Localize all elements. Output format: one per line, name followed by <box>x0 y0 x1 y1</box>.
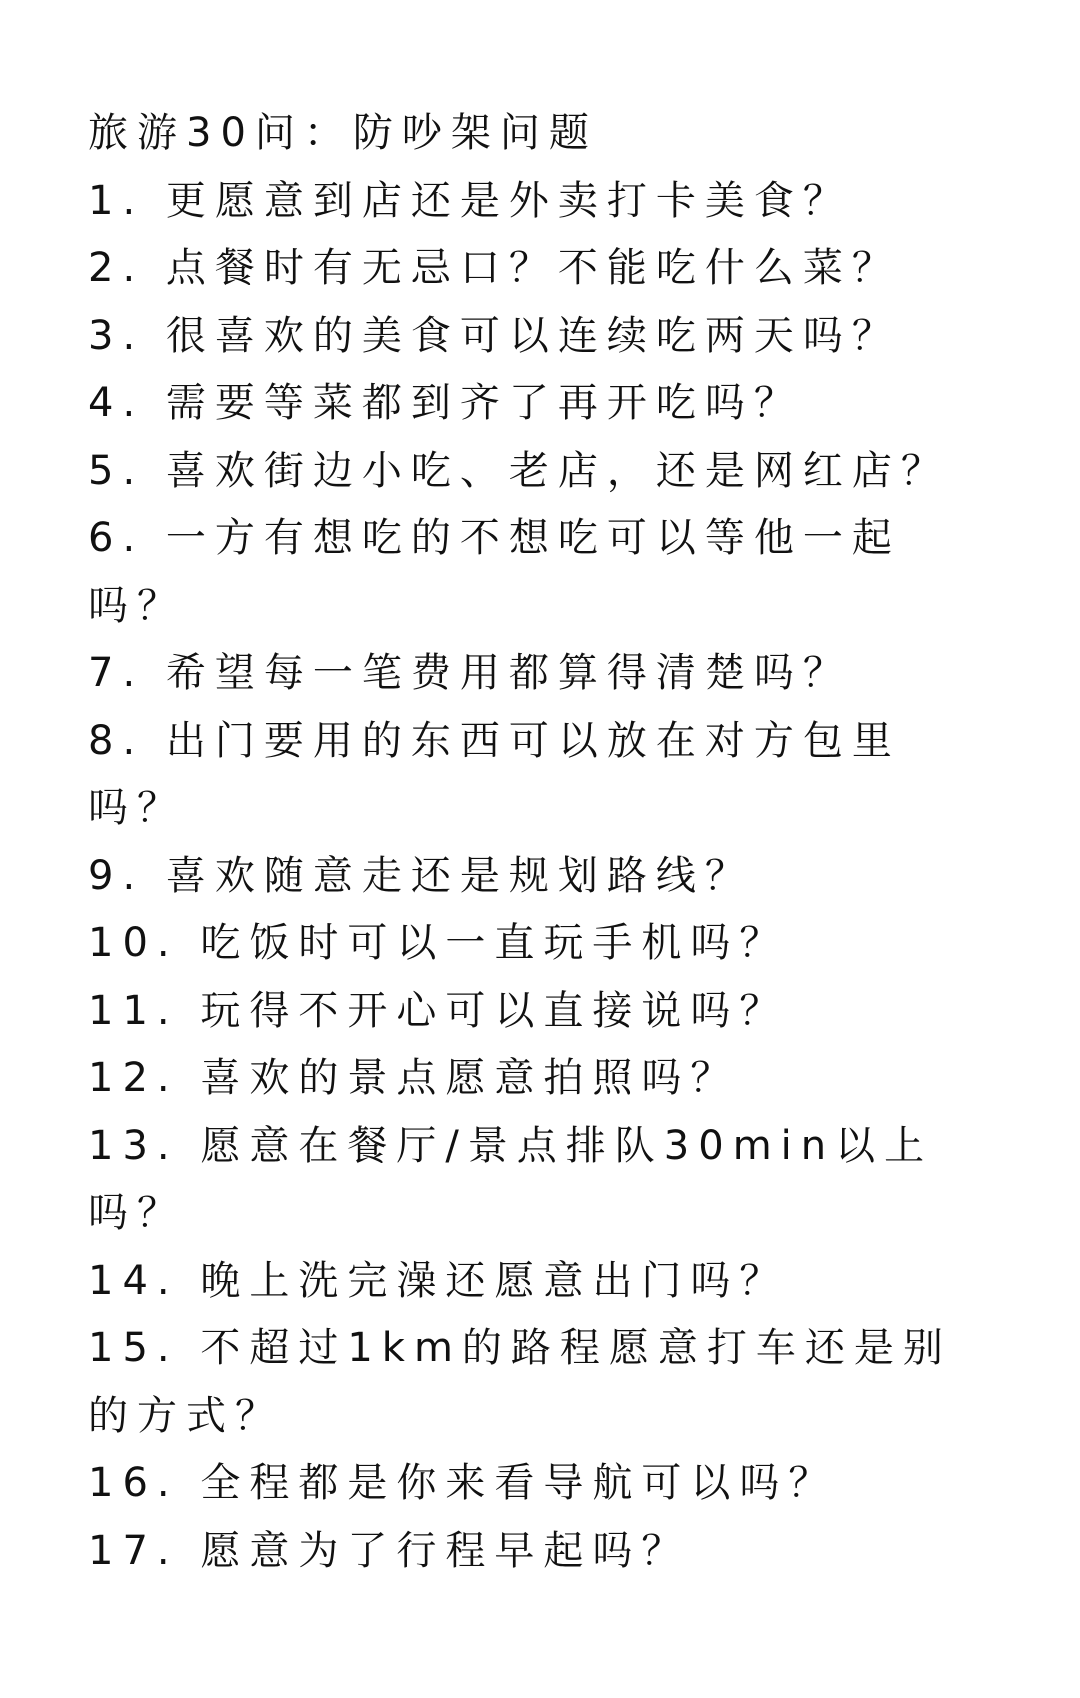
question-16: 16. 全程都是你来看导航可以吗？ <box>88 1460 838 1506</box>
page-title: 旅游30问：防吵架问题 <box>88 110 598 156</box>
question-17: 17. 愿意为了行程早起吗？ <box>88 1527 691 1574</box>
question-1: 1. 更愿意到店还是外卖打卡美食？ <box>88 177 852 224</box>
question-12: 12. 喜欢的景点愿意拍照吗？ <box>88 1055 740 1101</box>
question-6: 6. 一方有想吃的不想吃可以等他一起吗？ <box>88 515 901 629</box>
question-list <box>88 100 988 1585</box>
question-14: 14. 晚上洗完澡还愿意出门吗？ <box>88 1257 789 1304</box>
question-13: 13. 愿意在餐厅/景点排队30min以上吗？ <box>88 1122 934 1236</box>
question-15: 15. 不超过1km的路程愿意打车还是别的方式？ <box>88 1325 952 1439</box>
question-4: 4. 需要等菜都到齐了再开吃吗？ <box>88 380 803 426</box>
question-3: 3. 很喜欢的美食可以连续吃两天吗？ <box>88 312 901 359</box>
question-10: 10. 吃饭时可以一直玩手机吗？ <box>88 920 789 966</box>
question-7: 7. 希望每一笔费用都算得清楚吗？ <box>88 650 852 696</box>
question-11: 11. 玩得不开心可以直接说吗？ <box>88 987 789 1034</box>
question-8: 8. 出门要用的东西可以放在对方包里吗？ <box>88 717 901 831</box>
question-5: 5. 喜欢街边小吃、老店，还是网红店？ <box>88 447 950 494</box>
question-2: 2. 点餐时有无忌口？不能吃什么菜？ <box>88 245 901 291</box>
question-9: 9. 喜欢随意走还是规划路线？ <box>88 852 754 899</box>
